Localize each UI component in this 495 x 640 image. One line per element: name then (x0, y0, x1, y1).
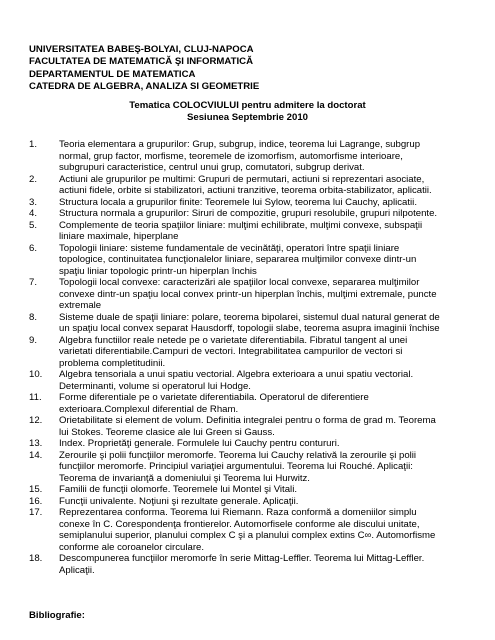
topic-text: Index. Proprietăţi generale. Formulele lui Cauchy pentru contururi. (59, 438, 340, 449)
header-line-university: UNIVERSITATEA BABEŞ-BOLYAI, CLUJ-NAPOCA (29, 44, 254, 55)
topic-item (29, 243, 469, 278)
topic-item (29, 484, 469, 496)
header-line-department: DEPARTAMENTUL DE MATEMATICA (29, 68, 196, 80)
header-line-faculty: FACULTATEA DE MATEMATICĂ ŞI INFORMATICĂ (29, 56, 254, 68)
session-line: Sesiunea Septembrie 2010 (186, 112, 309, 124)
topic-number: 4. (29, 208, 38, 219)
topic-number: 3. (29, 196, 38, 208)
topic-number: 14. (29, 449, 43, 461)
topic-number: 15. (29, 484, 43, 495)
topic-text: Familii de funcţii olomorfe. Teoremele lui Montel şi Vitali. (59, 484, 297, 495)
topic-number: 1. (29, 139, 38, 150)
topic-text: Complemente de teoria spaţiilor liniare: mulţimi echilibrate, mulţimi convexe, subspaţii liniare maximale, hiperplane (59, 219, 423, 242)
topic-number: 2. (29, 173, 38, 185)
topic-text: Topologii local convexe: caracterizări ale spaţiilor local convexe, separarea mulţimilor convexe dintr-un spaţiu local convex printr-un hiperplan închis, mulţimi extremale, puncte extremale (59, 277, 437, 311)
bibliography-heading: Bibliografie: (29, 610, 85, 621)
topic-number: 18. (29, 553, 43, 564)
topic-text: Zerourile şi polii funcţiilor meromorfe. Teorema lui Cauchy relativă la zerourile şi polii funcţiilor meromorfe. Principiul variaţiei argumentului. Teorema lui Rouché. Aplicaţii: Teorema de invarianţă a domeniului şi Teorema lui Hurwitz. (59, 449, 417, 484)
topic-text: Descompunerea funcţiilor meromorfe în serie Mittag-Leffler. Teorema lui Mittag-Leffler. Aplicaţii. (59, 553, 425, 576)
topic-item (29, 174, 469, 197)
topic-item (29, 392, 469, 415)
topic-number: 12. (29, 415, 43, 426)
topic-number: 5. (29, 219, 38, 231)
topic-item (29, 139, 469, 174)
topic-number: 8. (29, 311, 38, 323)
topic-item (29, 553, 469, 576)
topic-number: 6. (29, 242, 38, 254)
topic-number: 10. (29, 369, 43, 380)
topic-text: Algebra tensoriala a unui spatiu vectorial. Algebra exterioara a unui spatiu vectorial. Determinanti, volume si operatorul lui Hodge. (59, 369, 414, 392)
topic-text: Topologii liniare: sisteme fundamentale de vecinătăţi, operatori între spaţii liniare topologice, continuitatea funcţionalelor liniare, separarea mulţimilor convexe dintr-un spaţiu liniar topologic printr-un hiperplan închis (59, 242, 417, 277)
topic-number: 9. (29, 334, 38, 346)
topic-text: Orietabilitate si element de volum. Definitia integralei pentru o forma de grad m. Teorema lui Stokes. Teoreme clasice ale lui Green si Gauss. (59, 415, 436, 438)
topic-text: Sisteme duale de spaţii liniare: polare, teorema bipolarei, sistemul dual natural generat de un spaţiu local convex separat Hausdorff, topologii slabe, teorema asupra imaginii închise (59, 311, 440, 334)
title-line: Tematica COLOCVIULUI pentru admitere la doctorat (129, 100, 366, 111)
topic-item (29, 197, 469, 209)
topic-text: Structura locala a grupurilor finite: Teoremele lui Sylow, teorema lui Cauchy, aplicatii. (59, 196, 417, 208)
header-line-chair: CATEDRA DE ALGEBRA, ANALIZA SI GEOMETRIE (29, 81, 260, 93)
topic-number: 16. (29, 495, 43, 507)
topic-item (29, 208, 469, 220)
topic-item (29, 312, 469, 335)
topic-number: 17. (29, 507, 43, 518)
topic-number: 11. (29, 392, 42, 403)
institution-header (29, 44, 259, 94)
topic-item (29, 450, 469, 485)
topic-item (29, 496, 469, 508)
topic-text: Teoria elementara a grupurilor: Grup, subgrup, indice, teorema lui Lagrange, subgrup normal, grup factor, morfisme, teoremele de izomorfism, automorfisme interioare, subgrupuri caracteristice, centrul unui grup, comutatori, subgrup derivat. (59, 139, 421, 173)
topic-number: 7. (29, 277, 38, 288)
topic-text: Forme diferentiale pe o varietate diferentiabila. Operatorul de diferentiere exterioara.Complexul diferential de Rham. (59, 392, 369, 415)
topics-list (29, 139, 469, 576)
topic-text: Actiuni ale grupurilor pe multimi: Grupuri de permutari, actiuni si reprezentari asociate, actiuni fidele, orbite si stabilizatori, actiuni tranzitive, teorema orbita-stabilizator, aplicatii. (59, 173, 432, 196)
topic-item (29, 507, 469, 553)
document-title (0, 100, 495, 125)
topic-item (29, 415, 469, 438)
topic-item (29, 220, 469, 243)
topic-text: Reprezentarea conforma. Teorema lui Riemann. Raza conformă a domeniilor simplu conexe în C. Corespondenţa frontierelor. Automorfisele conforme ale discului unitate, semiplanului superior, planului complex C şi a planului complex extins C∞. Automorfisme conforme ale coroanelor circulare. (59, 507, 436, 553)
topic-item (29, 277, 469, 312)
topic-item (29, 335, 469, 370)
topic-text: Funcţii univalente. Noţiuni şi rezultate generale. Aplicaţii. (59, 495, 299, 507)
topic-number: 13. (29, 438, 43, 449)
topic-text: Structura normala a grupurilor: Siruri de compozitie, grupuri resolubile, grupuri nilpotente. (59, 208, 438, 219)
topic-item (29, 369, 469, 392)
topic-item (29, 438, 469, 450)
topic-text: Algebra functiilor reale netede pe o varietate diferentiabila. Fibratul tangent al unei varietati diferentiabile.Campuri de vectori. Integrabilitatea campurilor de vectori si problema completitudinii. (59, 334, 408, 369)
